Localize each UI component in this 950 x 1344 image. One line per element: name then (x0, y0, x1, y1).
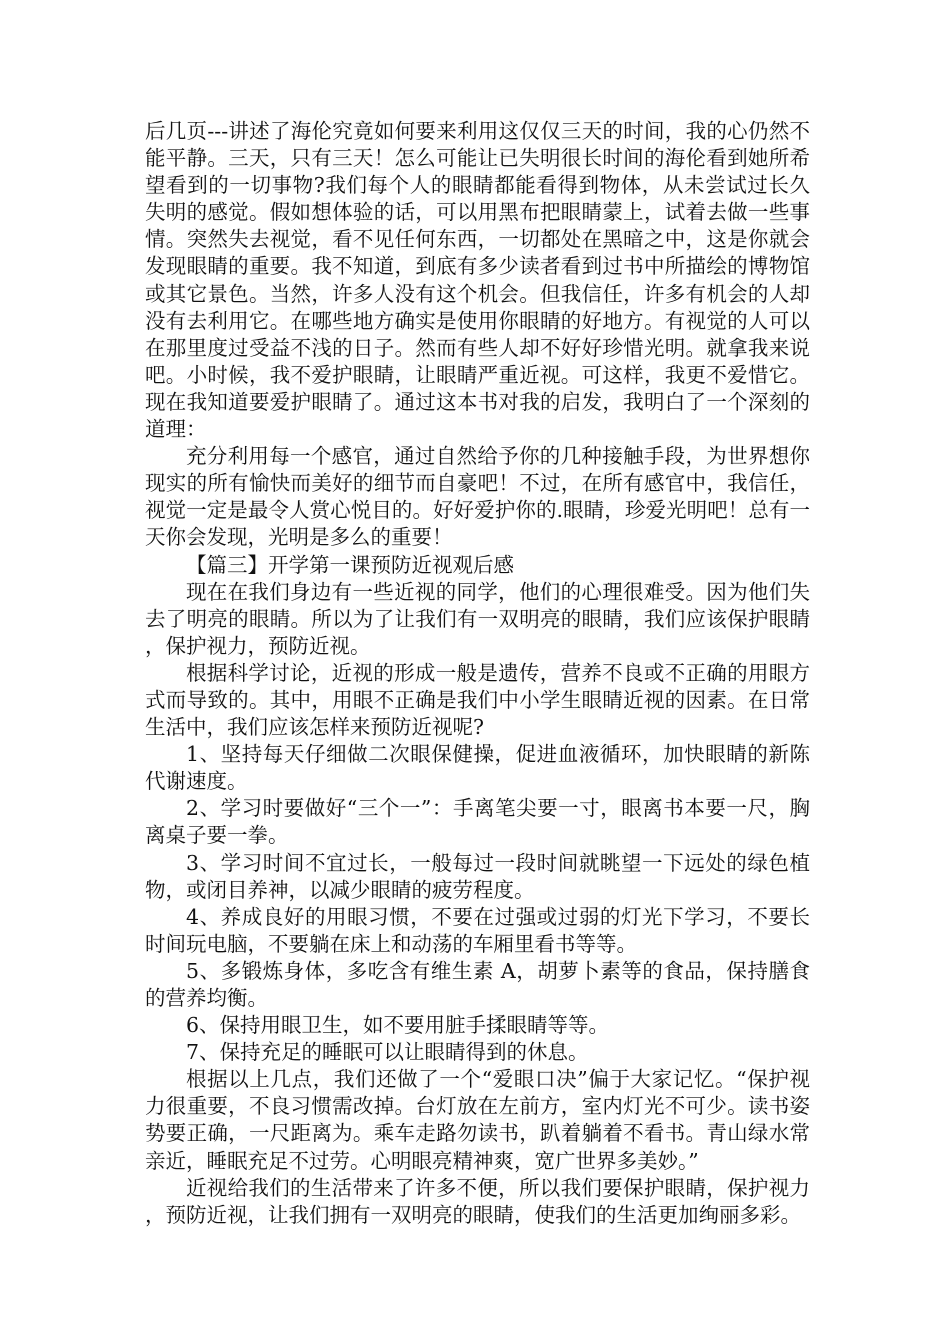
paragraph-myopia-causes: 根据科学讨论，近视的形成一般是遗传，营养不良或不正确的用眼方式而导致的。其中，用眼不正确是我们中小学生眼睛近视的因素。在日常生活中，我们应该怎样来预防近视呢? (145, 660, 810, 740)
paragraph-use-senses: 充分利用每一个感官，通过自然给予你的几种接触手段，为世界想你现实的所有愉快而美好的细节而自豪吧！不过，在所有感官中，我信任，视觉一定是最令人赏心悦目的。好好爱护你的.眼睛，珍爱光明吧！总有一天你会发现，光明是多么的重要！ (145, 444, 810, 550)
list-item-eye-exercises: 1、坚持每天仔细做二次眼保健操，促进血液循环，加快眼睛的新陈代谢速度。 (145, 742, 810, 794)
list-item-eye-hygiene: 6、保持用眼卫生，如不要用脏手揉眼睛等等。 (186, 1013, 610, 1038)
list-item-three-ones: 2、学习时要做好“三个一”：手离笔尖要一寸，眼离书本要一尺，胸离桌子要一拳。 (145, 796, 810, 848)
document-page (145, 118, 810, 1229)
paragraph-conclusion: 近视给我们的生活带来了许多不便，所以我们要保护眼睛，保护视力，预防近视，让我们拥有一双明亮的眼睛，使我们的生活更加绚丽多彩。 (145, 1175, 810, 1227)
paragraph-myopia-classmates: 现在在我们身边有一些近视的同学，他们的心理很难受。因为他们失去了明亮的眼睛。所以为了让我们有一双明亮的眼睛，我们应该保护眼睛，保护视力，预防近视。 (145, 579, 810, 658)
section-heading-part-three: 【篇三】开学第一课预防近视观后感 (186, 552, 514, 577)
paragraph-eye-care-rhyme: 根据以上几点，我们还做了一个“爱眼口决”偏于大家记忆。“保护视力很重要，不良习惯需改掉。台灯放在左前方，室内灯光不可少。读书姿势要正确，一尺距离为。乘车走路勿读书，趴着躺着不看书。青山绿水常亲近，睡眠充足不过劳。心明眼亮精神爽，宽广世界多美妙。” (145, 1067, 810, 1173)
list-item-study-breaks: 3、学习时间不宜过长，一般每过一段时间就眺望一下远处的绿色植物，或闭目养神，以减少眼睛的疲劳程度。 (145, 850, 810, 902)
paragraph-helen-reflection: 后几页---讲述了海伦究竟如何要来利用这仅仅三天的时间，我的心仍然不能平静。三天，只有三天！怎么可能让已失明很长时间的海伦看到她所希望看到的一切事物?我们每个人的眼睛都能看得到物体，从未尝试过长久失明的感觉。假如想体验的话，可以用黑布把眼睛蒙上，试着去做一些事情。突然失去视觉，看不见任何东西，一切都处在黑暗之中，这是你就会发现眼睛的重要。我不知道，到底有多少读者看到过书中所描绘的博物馆或其它景色。当然，许多人没有这个机会。但我信任，许多有机会的人却没有去利用它。在哪些地方确实是使用你眼睛的好地方。有视觉的人可以在那里度过受益不浅的日子。然而有些人却不好好珍惜光明。就拿我来说吧。小时候，我不爱护眼睛，让眼睛严重近视。可这样，我更不爱惜它。现在我知道要爱护眼睛了。通过这本书对我的启发，我明白了一个深刻的道理： (145, 119, 810, 442)
list-item-eye-habits: 4、养成良好的用眼习惯，不要在过强或过弱的灯光下学习，不要长时间玩电脑，不要躺在床上和动荡的车厢里看书等等。 (145, 904, 810, 956)
list-item-sleep: 7、保持充足的睡眠可以让眼睛得到的休息。 (186, 1040, 589, 1065)
list-item-exercise-diet: 5、多锻炼身体，多吃含有维生素 A，胡萝卜素等的食品，保持膳食的营养均衡。 (145, 958, 810, 1010)
